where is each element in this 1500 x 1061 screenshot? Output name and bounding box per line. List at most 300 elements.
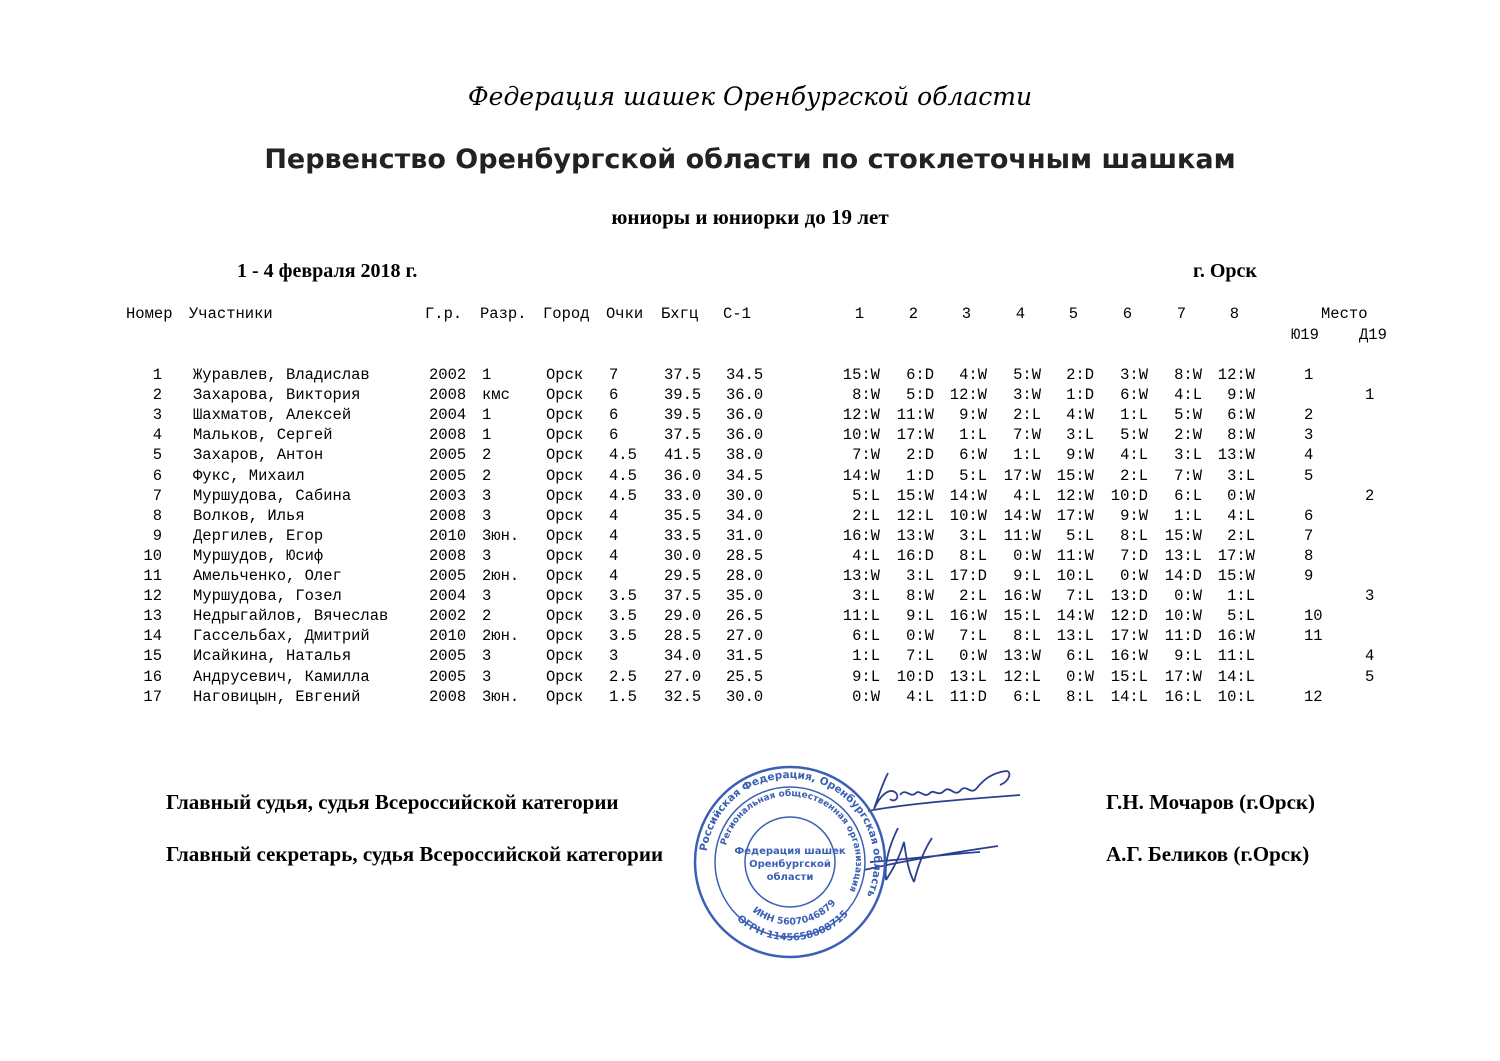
row-round-result: 6:D — [906, 366, 934, 384]
row-round-result: 8:W — [1227, 426, 1255, 445]
row-round-result: 3:L — [1174, 446, 1202, 465]
row-place-u19: 2 — [1304, 406, 1314, 425]
row-city: Орск — [546, 546, 584, 565]
row-round-result: 7:L — [906, 647, 934, 666]
row-round-result: 13:L — [1056, 627, 1094, 646]
row-name: Волков, Илья — [193, 506, 305, 525]
row-c1: 27.0 — [726, 627, 764, 646]
row-c1: 31.0 — [726, 526, 764, 545]
col-round-4: 4 — [1015, 305, 1025, 323]
row-round-result: 2:L — [1120, 466, 1148, 485]
row-year: 2005 — [429, 667, 467, 686]
row-year: 2003 — [429, 486, 467, 505]
row-year: 2005 — [429, 466, 467, 485]
row-points: 4.5 — [609, 486, 637, 505]
row-round-result: 10:W — [949, 506, 987, 525]
row-buchholz: 39.5 — [664, 386, 702, 405]
row-round-result: 0:W — [1013, 546, 1041, 565]
row-c1: 34.0 — [726, 506, 764, 525]
row-buchholz: 27.0 — [664, 667, 702, 686]
row-points: 4.5 — [609, 446, 637, 465]
row-buchholz: 37.5 — [664, 587, 702, 606]
row-round-result: 6:W — [959, 446, 987, 465]
row-round-result: 10:D — [896, 667, 934, 686]
row-buchholz: 33.5 — [664, 526, 702, 545]
row-rank: 1 — [482, 426, 492, 445]
row-num: 17 — [143, 687, 162, 706]
chief-secretary-role: Главный секретарь, судья Всероссийской категории — [166, 842, 664, 866]
table-row — [0, 506, 1500, 526]
col-round-6: 6 — [1122, 305, 1132, 323]
row-place-d19: 3 — [1365, 587, 1375, 606]
row-round-result: 9:L — [1013, 567, 1041, 585]
row-c1: 36.0 — [726, 426, 764, 445]
row-round-result: 17:W — [1003, 466, 1041, 485]
row-rank: 3юн. — [482, 687, 520, 706]
row-rank: 3 — [482, 667, 492, 686]
row-c1: 30.0 — [726, 687, 764, 706]
row-name: Шахматов, Алексей — [193, 406, 352, 425]
row-name: Муршудов, Юсиф — [193, 546, 324, 565]
stamp-center-1: Федерация шашек — [734, 846, 846, 857]
row-round-result: 13:D — [1110, 587, 1148, 606]
row-round-result: 4:L — [1174, 386, 1202, 405]
row-points: 6 — [609, 426, 619, 445]
row-points: 3 — [609, 647, 619, 666]
row-round-result: 5:D — [906, 386, 934, 405]
col-round-3: 3 — [961, 305, 971, 323]
row-place-d19: 2 — [1365, 486, 1375, 505]
row-c1: 35.0 — [726, 587, 764, 606]
row-c1: 38.0 — [726, 446, 764, 465]
col-buchholz: Бхгц — [661, 305, 699, 323]
row-rank: 3 — [482, 587, 492, 606]
stamp-center-3: области — [766, 872, 814, 883]
row-year: 2004 — [429, 406, 467, 425]
row-points: 3.5 — [609, 627, 637, 646]
row-name: Исайкина, Наталья — [193, 647, 352, 666]
row-round-result: 0:W — [852, 687, 880, 706]
row-round-result: 0:W — [1120, 567, 1148, 585]
row-round-result: 13:W — [1217, 446, 1255, 465]
row-name: Журавлев, Владислав — [193, 366, 370, 384]
row-rank: 3 — [482, 486, 492, 505]
row-num: 13 — [143, 607, 162, 626]
row-num: 10 — [143, 546, 162, 565]
row-round-result: 1:D — [1066, 386, 1094, 405]
row-round-result: 15:W — [1164, 526, 1202, 545]
row-round-result: 9:L — [906, 607, 934, 626]
row-year: 2008 — [429, 426, 467, 445]
col-round-2: 2 — [908, 305, 918, 323]
row-c1: 31.5 — [726, 647, 764, 666]
table-row — [0, 586, 1500, 606]
row-name: Захаров, Антон — [193, 446, 324, 465]
row-name: Наговицын, Евгений — [193, 687, 361, 706]
row-city: Орск — [546, 426, 584, 445]
row-round-result: 9:W — [1120, 506, 1148, 525]
row-round-result: 1:L — [1013, 446, 1041, 465]
row-round-result: 11:D — [949, 687, 987, 706]
page-subtitle: юниоры и юниорки до 19 лет — [611, 205, 889, 229]
table-row — [0, 425, 1500, 445]
row-place-d19: 5 — [1365, 667, 1375, 686]
row-buchholz: 39.5 — [664, 406, 702, 425]
row-round-result: 15:L — [1110, 667, 1148, 686]
row-round-result: 0:W — [906, 627, 934, 646]
row-round-result: 6:W — [1227, 406, 1255, 425]
row-city: Орск — [546, 647, 584, 666]
row-round-result: 9:W — [959, 406, 987, 425]
table-row — [0, 626, 1500, 646]
row-buchholz: 35.5 — [664, 506, 702, 525]
row-round-result: 16:W — [1110, 647, 1148, 666]
row-round-result: 12:W — [949, 386, 987, 405]
row-num: 8 — [152, 506, 162, 525]
row-round-result: 9:L — [1174, 647, 1202, 666]
row-place-d19: 4 — [1365, 647, 1375, 666]
row-rank: 1 — [482, 406, 492, 425]
row-place-u19: 1 — [1304, 366, 1314, 384]
row-rank: 3 — [482, 506, 492, 525]
row-round-result: 9:W — [1066, 446, 1094, 465]
federation-heading: Федерация шашек Оренбургской области — [467, 82, 1033, 111]
row-num: 5 — [152, 446, 162, 465]
row-round-result: 3:W — [1120, 366, 1148, 384]
row-points: 3.5 — [609, 587, 637, 606]
row-round-result: 8:W — [906, 587, 934, 606]
row-round-result: 1:L — [959, 426, 987, 445]
row-round-result: 17:W — [1110, 627, 1148, 646]
row-year: 2005 — [429, 446, 467, 465]
row-rank: 2 — [482, 466, 492, 485]
row-rank: 1 — [482, 366, 492, 384]
row-round-result: 2:L — [1013, 406, 1041, 425]
row-round-result: 8:W — [1174, 366, 1202, 384]
row-place-u19: 3 — [1304, 426, 1314, 445]
row-name: Фукс, Михаил — [193, 466, 305, 485]
row-city: Орск — [546, 526, 584, 545]
row-rank: 2юн. — [482, 627, 520, 646]
row-city: Орск — [546, 366, 584, 384]
row-city: Орск — [546, 406, 584, 425]
row-round-result: 14:W — [1003, 506, 1041, 525]
row-num: 3 — [152, 406, 162, 425]
stamp-ogrn: ОГРН 1145658008715 — [734, 908, 851, 944]
row-round-result: 5:L — [1227, 607, 1255, 626]
row-round-result: 15:L — [1003, 607, 1041, 626]
row-round-result: 9:L — [852, 667, 880, 686]
row-buchholz: 37.5 — [664, 426, 702, 445]
row-round-result: 13:L — [1164, 546, 1202, 565]
row-round-result: 16:W — [842, 526, 880, 545]
row-round-result: 13:W — [896, 526, 934, 545]
row-name: Мальков, Сергей — [193, 426, 333, 445]
row-city: Орск — [546, 567, 584, 585]
row-city: Орск — [546, 446, 584, 465]
row-round-result: 10:L — [1217, 687, 1255, 706]
row-round-result: 8:W — [852, 386, 880, 405]
row-num: 14 — [143, 627, 162, 646]
row-rank: 2 — [482, 446, 492, 465]
event-dates: 1 - 4 февраля 2018 г. — [237, 260, 418, 282]
row-num: 7 — [152, 486, 162, 505]
row-round-result: 17:W — [896, 426, 934, 445]
row-round-result: 3:L — [1066, 426, 1094, 445]
row-place-u19: 7 — [1304, 526, 1314, 545]
row-num: 15 — [143, 647, 162, 666]
row-num: 1 — [152, 366, 162, 384]
row-round-result: 2:D — [1066, 366, 1094, 384]
row-round-result: 11:W — [1003, 526, 1041, 545]
table-row — [0, 405, 1500, 425]
row-round-result: 14:W — [949, 486, 987, 505]
row-round-result: 4:L — [852, 546, 880, 565]
row-round-result: 4:L — [906, 687, 934, 706]
row-year: 2002 — [429, 366, 467, 384]
row-place-u19: 5 — [1304, 466, 1314, 485]
row-round-result: 0:W — [1066, 667, 1094, 686]
row-c1: 30.0 — [726, 486, 764, 505]
row-round-result: 7:L — [959, 627, 987, 646]
row-round-result: 4:L — [1120, 446, 1148, 465]
row-city: Орск — [546, 486, 584, 505]
row-round-result: 10:D — [1110, 486, 1148, 505]
row-round-result: 1:L — [1227, 587, 1255, 606]
row-rank: 3юн. — [482, 526, 520, 545]
row-name: Дергилев, Егор — [193, 526, 324, 545]
row-round-result: 6:L — [1174, 486, 1202, 505]
col-round-8: 8 — [1229, 305, 1239, 323]
row-buchholz: 28.5 — [664, 627, 702, 646]
row-round-result: 14:L — [1217, 667, 1255, 686]
col-place-u19: Ю19 — [1291, 326, 1319, 344]
row-buchholz: 36.0 — [664, 466, 702, 485]
row-round-result: 17:W — [1164, 667, 1202, 686]
row-round-result: 15:W — [896, 486, 934, 505]
row-round-result: 1:D — [906, 466, 934, 485]
row-points: 4 — [609, 526, 619, 545]
row-year: 2008 — [429, 506, 467, 525]
row-rank: кмс — [482, 386, 510, 405]
row-name: Муршудова, Сабина — [193, 486, 352, 505]
row-round-result: 3:L — [906, 567, 934, 585]
col-c1: С-1 — [723, 305, 751, 323]
row-c1: 36.0 — [726, 386, 764, 405]
row-place-u19: 10 — [1304, 607, 1323, 626]
row-year: 2010 — [429, 526, 467, 545]
col-year: Г.р. — [425, 305, 463, 323]
row-round-result: 15:W — [842, 366, 880, 384]
row-round-result: 6:W — [1120, 386, 1148, 405]
row-c1: 34.5 — [726, 366, 764, 384]
row-round-result: 17:W — [1056, 506, 1094, 525]
table-row — [0, 667, 1500, 687]
row-round-result: 1:L — [1120, 406, 1148, 425]
row-name: Захарова, Виктория — [193, 386, 361, 405]
row-round-result: 2:L — [1227, 526, 1255, 545]
row-points: 2.5 — [609, 667, 637, 686]
row-round-result: 5:W — [1174, 406, 1202, 425]
stamp-center-2: Оренбургской — [749, 859, 831, 870]
row-name: Недрыгайлов, Вячеслав — [193, 607, 389, 626]
table-row — [0, 365, 1500, 385]
row-buchholz: 30.0 — [664, 546, 702, 565]
row-round-result: 2:L — [959, 587, 987, 606]
row-round-result: 13:L — [949, 667, 987, 686]
row-round-result: 16:W — [1217, 627, 1255, 646]
row-round-result: 5:L — [852, 486, 880, 505]
row-round-result: 14:D — [1164, 567, 1202, 585]
col-num: Номер — [126, 305, 173, 323]
row-round-result: 12:L — [896, 506, 934, 525]
row-round-result: 9:W — [1227, 386, 1255, 405]
table-row — [0, 445, 1500, 465]
row-place-u19: 12 — [1304, 687, 1323, 706]
row-num: 12 — [143, 587, 162, 606]
row-round-result: 12:W — [842, 406, 880, 425]
row-round-result: 14:L — [1110, 687, 1148, 706]
row-place-u19: 4 — [1304, 446, 1314, 465]
col-city: Город — [543, 305, 590, 323]
stamp-outer-text: Российская Федерация, Оренбургская область — [697, 768, 884, 900]
row-points: 7 — [609, 366, 619, 384]
col-rank: Разр. — [480, 305, 527, 323]
row-points: 1.5 — [609, 687, 637, 706]
row-round-result: 15:W — [1217, 567, 1255, 585]
row-name: Гассельбах, Дмитрий — [193, 627, 370, 646]
table-row — [0, 385, 1500, 405]
row-round-result: 8:L — [1066, 687, 1094, 706]
row-round-result: 11:L — [1217, 647, 1255, 666]
col-round-7: 7 — [1176, 305, 1186, 323]
table-row — [0, 546, 1500, 566]
row-points: 6 — [609, 386, 619, 405]
row-round-result: 7:D — [1120, 546, 1148, 565]
row-round-result: 12:W — [1056, 486, 1094, 505]
row-year: 2005 — [429, 567, 467, 585]
row-round-result: 8:L — [959, 546, 987, 565]
row-points: 6 — [609, 406, 619, 425]
event-city: г. Орск — [1193, 260, 1257, 282]
row-buchholz: 33.0 — [664, 486, 702, 505]
row-year: 2008 — [429, 546, 467, 565]
row-num: 11 — [143, 567, 162, 585]
col-points: Очки — [606, 305, 644, 323]
table-row — [0, 606, 1500, 626]
row-round-result: 16:D — [896, 546, 934, 565]
table-row — [0, 486, 1500, 506]
row-round-result: 1:L — [1174, 506, 1202, 525]
row-place-u19: 9 — [1304, 567, 1314, 585]
row-year: 2008 — [429, 687, 467, 706]
row-round-result: 5:W — [1120, 426, 1148, 445]
row-round-result: 11:W — [1056, 546, 1094, 565]
col-name: Участники — [189, 305, 273, 323]
row-year: 2005 — [429, 647, 467, 666]
row-round-result: 3:L — [852, 587, 880, 606]
row-round-result: 2:W — [1174, 426, 1202, 445]
row-name: Муршудова, Гозел — [193, 587, 342, 606]
row-round-result: 8:L — [1120, 526, 1148, 545]
row-num: 6 — [152, 466, 162, 485]
row-round-result: 16:L — [1164, 687, 1202, 706]
row-round-result: 3:L — [959, 526, 987, 545]
row-city: Орск — [546, 466, 584, 485]
row-round-result: 13:W — [842, 567, 880, 585]
chief-secretary-name: А.Г. Беликов (г.Орск) — [1106, 842, 1310, 866]
row-round-result: 5:L — [959, 466, 987, 485]
row-round-result: 10:W — [1164, 607, 1202, 626]
row-round-result: 7:L — [1066, 587, 1094, 606]
row-round-result: 0:W — [1227, 486, 1255, 505]
row-c1: 28.5 — [726, 546, 764, 565]
row-city: Орск — [546, 607, 584, 626]
row-buchholz: 32.5 — [664, 687, 702, 706]
row-round-result: 6:L — [852, 627, 880, 646]
stamp-inner-text: Региональная общественная организация — [719, 788, 864, 894]
row-place-u19: 6 — [1304, 506, 1314, 525]
row-rank: 2юн. — [482, 567, 520, 585]
row-round-result: 7:W — [852, 446, 880, 465]
row-round-result: 4:L — [1227, 506, 1255, 525]
row-buchholz: 34.0 — [664, 647, 702, 666]
row-round-result: 15:W — [1056, 466, 1094, 485]
row-round-result: 7:W — [1174, 466, 1202, 485]
row-round-result: 13:W — [1003, 647, 1041, 666]
row-city: Орск — [546, 667, 584, 686]
row-city: Орск — [546, 386, 584, 405]
row-round-result: 0:W — [959, 647, 987, 666]
row-round-result: 11:L — [842, 607, 880, 626]
col-place: Место — [1321, 305, 1368, 323]
row-city: Орск — [546, 687, 584, 706]
row-points: 4.5 — [609, 466, 637, 485]
row-num: 9 — [152, 526, 162, 545]
row-round-result: 11:D — [1164, 627, 1202, 646]
chief-judge-role: Главный судья, судья Всероссийской категории — [166, 790, 619, 814]
row-rank: 3 — [482, 546, 492, 565]
row-city: Орск — [546, 627, 584, 646]
row-num: 16 — [143, 667, 162, 686]
row-year: 2008 — [429, 386, 467, 405]
organization-stamp — [690, 762, 890, 962]
row-round-result: 1:L — [852, 647, 880, 666]
row-round-result: 2:D — [906, 446, 934, 465]
row-round-result: 5:L — [1066, 526, 1094, 545]
row-round-result: 2:L — [852, 506, 880, 525]
row-c1: 34.5 — [726, 466, 764, 485]
table-row — [0, 646, 1500, 666]
row-place-d19: 1 — [1365, 386, 1375, 405]
row-round-result: 4:L — [1013, 486, 1041, 505]
row-round-result: 4:W — [959, 366, 987, 384]
table-header — [0, 304, 1500, 324]
row-round-result: 8:L — [1013, 627, 1041, 646]
row-name: Андрусевич, Камилла — [193, 667, 370, 686]
col-round-5: 5 — [1068, 305, 1078, 323]
row-round-result: 6:L — [1066, 647, 1094, 666]
row-c1: 26.5 — [726, 607, 764, 626]
row-round-result: 0:W — [1174, 587, 1202, 606]
row-buchholz: 29.5 — [664, 567, 702, 585]
row-round-result: 14:W — [1056, 607, 1094, 626]
row-num: 2 — [152, 386, 162, 405]
page-title: Первенство Оренбургской области по стоклеточным шашкам — [264, 144, 1236, 175]
row-c1: 28.0 — [726, 567, 764, 585]
row-c1: 25.5 — [726, 667, 764, 686]
row-year: 2010 — [429, 627, 467, 646]
